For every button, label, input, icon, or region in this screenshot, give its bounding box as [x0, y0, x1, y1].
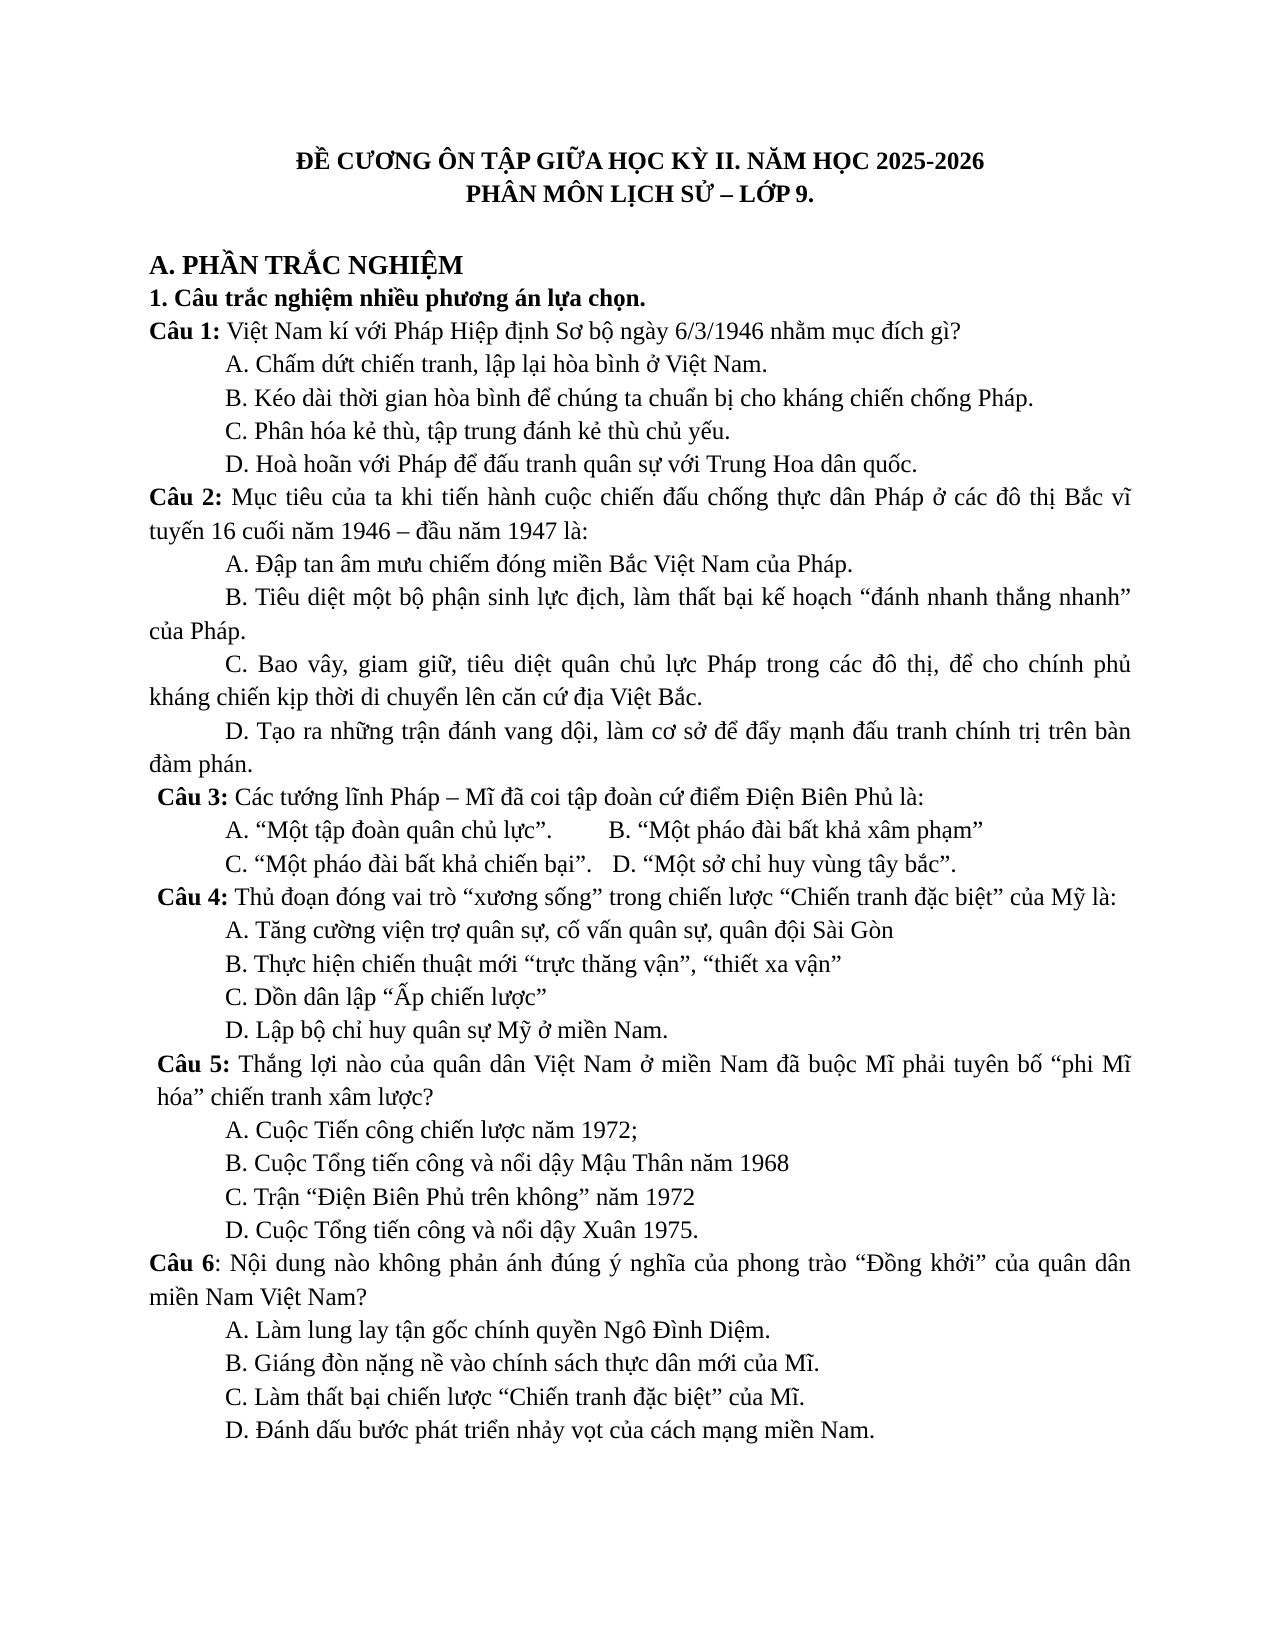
- question-number: Câu 6: [149, 1250, 215, 1278]
- document-page: [149, 145, 1131, 1447]
- option: B. Kéo dài thời gian hòa bình để chúng ta chuẩn bị cho kháng chiến chống Pháp.: [225, 384, 1034, 412]
- option: A. “Một tập đoàn quân chủ lực”.: [225, 817, 553, 845]
- subsection-heading: 1. Câu trắc nghiệm nhiều phương án lựa chọn.: [149, 285, 646, 312]
- question-text: Thủ đoạn đóng vai trò “xương sống” trong chiến lược “Chiến tranh đặc biệt” của Mỹ là:: [228, 884, 1117, 912]
- option: D. Đánh dấu bước phát triển nhảy vọt của cách mạng miền Nam.: [225, 1416, 876, 1444]
- question-number: Câu 2:: [149, 484, 223, 512]
- question-3: [149, 781, 1131, 814]
- option: D. Hoà hoãn với Pháp để đấu tranh quân sự với Trung Hoa dân quốc.: [225, 451, 918, 479]
- option: B. Thực hiện chiến thuật mới “trực thăng vận”, “thiết xa vận”: [225, 950, 842, 978]
- option: C. Bao vây, giam giữ, tiêu diệt quân chủ lực Pháp trong các đô thị, để cho chính phủ kháng chiến kịp thời di chuyển lên căn cứ địa Việt Bắc.: [149, 650, 1131, 712]
- option: D. Tạo ra những trận đánh vang dội, làm cơ sở để đẩy mạnh đấu tranh chính trị trên bàn đàm phán.: [149, 717, 1131, 778]
- question-2: [149, 481, 1131, 548]
- option: D. Lập bộ chỉ huy quân sự Mỹ ở miền Nam.: [225, 1017, 669, 1045]
- question-text: : Nội dung nào không phản ánh đúng ý nghĩa của phong trào “Đồng khởi” của quân dân miền Nam Việt Nam?: [149, 1250, 1131, 1311]
- option: A. Làm lung lay tận gốc chính quyền Ngô Đình Diệm.: [225, 1316, 771, 1344]
- option: A. Chấm dứt chiến tranh, lập lại hòa bình ở Việt Nam.: [225, 351, 768, 379]
- question-6: [149, 1247, 1131, 1314]
- question-number: Câu 1:: [149, 318, 221, 345]
- option: D. “Một sở chỉ huy vùng tây bắc”.: [612, 850, 957, 878]
- question-5: [149, 1048, 1131, 1115]
- option: C. Phân hóa kẻ thù, tập trung đánh kẻ thù chủ yếu.: [225, 417, 731, 445]
- question-number: Câu 5:: [157, 1050, 231, 1078]
- option: B. Tiêu diệt một bộ phận sinh lực địch, làm thất bại kế hoạch “đánh nhanh thắng nhanh” của Pháp.: [149, 584, 1131, 645]
- question-text: Các tướng lĩnh Pháp – Mĩ đã coi tập đoàn cứ điểm Điện Biên Phủ là:: [228, 784, 925, 812]
- question-text: Việt Nam kí với Pháp Hiệp định Sơ bộ ngày 6/3/1946 nhằm mục đích gì?: [220, 318, 961, 345]
- option: B. Giáng đòn nặng nề vào chính sách thực dân mới của Mĩ.: [225, 1350, 820, 1378]
- question-text: Mục tiêu của ta khi tiến hành cuộc chiến đấu chống thực dân Pháp ở các đô thị Bắc vĩ tuyến 16 cuối năm 1946 – đầu năm 1947 là:: [149, 484, 1131, 545]
- document-title-line1: ĐỀ CƯƠNG ÔN TẬP GIỮA HỌC KỲ II. NĂM HỌC 2025-2026: [295, 148, 985, 175]
- option: B. Cuộc Tổng tiến công và nổi dậy Mậu Thân năm 1968: [225, 1150, 790, 1178]
- option: C. Dồn dân lập “Ấp chiến lược”: [225, 983, 547, 1011]
- question-number: Câu 4:: [157, 884, 229, 912]
- option: C. Trận “Điện Biên Phủ trên không” năm 1972: [225, 1183, 696, 1211]
- option: A. Cuộc Tiến công chiến lược năm 1972;: [225, 1117, 638, 1145]
- question-4: [149, 881, 1131, 914]
- option: B. “Một pháo đài bất khả xâm phạm”: [608, 817, 984, 845]
- option: C. Làm thất bại chiến lược “Chiến tranh đặc biệt” của Mĩ.: [225, 1383, 806, 1411]
- option: A. Tăng cường viện trợ quân sự, cố vấn quân sự, quân đội Sài Gòn: [225, 917, 894, 945]
- question-number: Câu 3:: [157, 784, 229, 812]
- document-title-line2: PHÂN MÔN LỊCH SỬ – LỚP 9.: [465, 181, 815, 208]
- option: C. “Một pháo đài bất khả chiến bại”.: [225, 850, 593, 878]
- section-heading: A. PHẦN TRẮC NGHIỆM: [149, 250, 464, 280]
- option-row: [149, 814, 1131, 847]
- option-row: [149, 848, 1131, 881]
- question-text: Thắng lợi nào của quân dân Việt Nam ở miền Nam đã buộc Mĩ phải tuyên bố “phi Mĩ hóa” chiến tranh xâm lược?: [157, 1050, 1131, 1111]
- option: D. Cuộc Tổng tiến công và nổi dậy Xuân 1975.: [225, 1217, 699, 1245]
- question-1: [149, 315, 1131, 348]
- option: A. Đập tan âm mưu chiếm đóng miền Bắc Việt Nam của Pháp.: [225, 551, 854, 579]
